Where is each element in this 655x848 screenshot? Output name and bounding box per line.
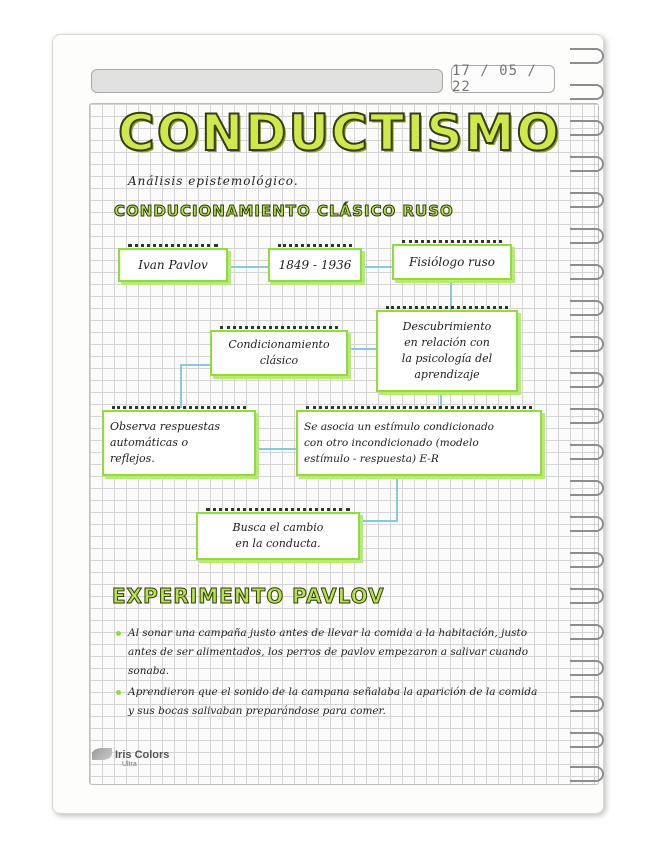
box-label: Busca el cambio en la conducta. xyxy=(232,521,324,550)
ring-icon xyxy=(570,660,604,676)
box-label: Descubrimiento en relación con la psicología del aprendizaje xyxy=(401,320,493,381)
box-descubrimiento xyxy=(376,310,518,392)
section-heading-experimento: EXPERIMENTO PAVLOV xyxy=(112,584,385,608)
box-years xyxy=(268,248,362,282)
leaf-icon xyxy=(92,748,112,760)
box-fisiologo xyxy=(392,244,512,280)
ring-icon xyxy=(570,766,604,782)
ring-icon xyxy=(570,408,604,424)
title-bar xyxy=(91,69,443,93)
box-label: Condicionamiento clásico xyxy=(228,338,330,367)
box-label: Observa respuestas automáticas o reflejos. xyxy=(110,420,221,465)
ring-icon xyxy=(570,264,604,280)
list-item: Al sonar una campaña justo antes de llevar la comida a la habitación, justo antes de ser alimentados, los perros de pavlov empezaron a salivar cuando sonaba. xyxy=(114,624,544,681)
page-title: CONDUCTISMO xyxy=(118,104,561,162)
connector-line xyxy=(230,266,268,268)
ring-icon xyxy=(570,372,604,388)
box-label: Fisiólogo ruso xyxy=(408,255,495,269)
ring-icon xyxy=(570,516,604,532)
connector-line xyxy=(440,392,442,406)
box-condicionamiento-clasico xyxy=(210,330,348,376)
ring-icon xyxy=(570,336,604,352)
ring-icon xyxy=(570,156,604,172)
ring-icon xyxy=(570,192,604,208)
connector-line xyxy=(348,348,376,350)
date-box: 17 / 05 / 22 xyxy=(451,65,555,93)
ring-icon xyxy=(570,300,604,316)
ring-icon xyxy=(570,228,604,244)
ring-icon xyxy=(570,696,604,712)
box-label: Se asocia un estímulo condicionado con otro incondicionado (modelo estímulo - respuesta) E-R xyxy=(304,421,494,465)
ring-icon xyxy=(570,588,604,604)
ring-icon xyxy=(570,552,604,568)
brand-logo xyxy=(92,748,169,768)
ring-icon xyxy=(570,84,604,100)
connector-line xyxy=(180,364,182,408)
ring-icon xyxy=(570,48,604,64)
box-label: Ivan Pavlov xyxy=(138,258,208,272)
section-heading-condicionamiento: CONDUCIONAMIENTO CLÁSICO RUSO xyxy=(114,202,454,220)
brand-name: Iris Colors xyxy=(115,749,170,761)
box-asocia-estimulo xyxy=(296,410,542,476)
ring-icon xyxy=(570,624,604,640)
connector-line xyxy=(396,476,398,520)
brand-sub: Ultra xyxy=(122,761,137,768)
spiral-binding xyxy=(570,48,610,788)
ring-icon xyxy=(570,732,604,748)
ring-icon xyxy=(570,120,604,136)
subtitle: Análisis epistemológico. xyxy=(128,174,299,188)
box-label: 1849 - 1936 xyxy=(278,258,352,272)
box-ivan-pavlov xyxy=(118,248,228,282)
list-item: Aprendieron que el sonido de la campana señalaba la aparición de la comida y sus bocas salivaban preparándose para comer. xyxy=(114,683,544,721)
bullet-list xyxy=(114,624,544,723)
ring-icon xyxy=(570,480,604,496)
box-observa-respuestas xyxy=(102,410,256,476)
connector-line xyxy=(256,448,296,450)
connector-line xyxy=(362,266,392,268)
connector-line xyxy=(180,364,210,366)
box-busca-cambio xyxy=(196,512,360,560)
connector-line xyxy=(360,520,398,522)
ring-icon xyxy=(570,444,604,460)
